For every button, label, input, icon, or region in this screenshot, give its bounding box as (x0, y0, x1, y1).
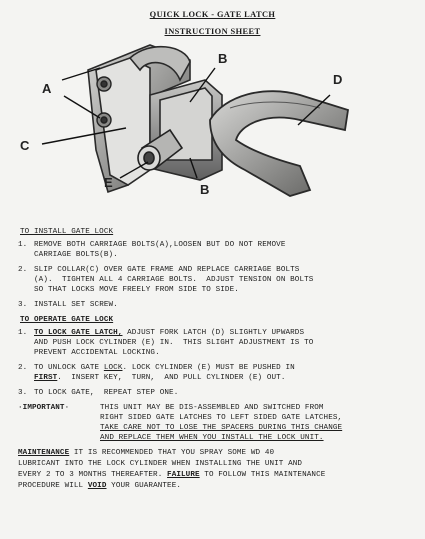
important-label: ·IMPORTANT· (18, 404, 70, 412)
operate-step-1-line-3: PREVENT ACCIDENTAL LOCKING. (34, 349, 160, 357)
operate-step-3-num: 3. (18, 389, 28, 397)
operate-step-1-line-1 (34, 329, 304, 338)
install-step-1-line-1: REMOVE BOTH CARRIAGE BOLTS(A),LOOSEN BUT DO NOT REMOVE (34, 241, 286, 249)
install-step-2-num: 2. (18, 266, 28, 274)
install-step-2-line-1: SLIP COLLAR(C) OVER GATE FRAME AND REPLACE CARRIAGE BOLTS (34, 266, 300, 274)
maintenance-line-3-pre: EVERY 2 TO 3 MONTHS THEREAFTER. (18, 471, 168, 479)
callout-a: A (42, 81, 52, 96)
gate-latch-illustration (0, 35, 425, 220)
operate-step-2-lock-word: LOCK (103, 364, 123, 372)
maintenance-line-4 (18, 482, 181, 491)
install-step-3-num: 3. (18, 301, 28, 309)
maintenance-line-4-post: YOUR GUARANTEE. (106, 482, 182, 490)
operate-step-1-num: 1. (18, 329, 28, 337)
important-line-3: TAKE CARE NOT TO LOSE THE SPACERS DURING THIS CHANGE (100, 424, 343, 432)
operate-step-2-mid: . LOCK CYLINDER (E) MUST BE PUSHED IN (122, 364, 295, 372)
maintenance-line-3 (18, 471, 325, 480)
document-title: QUICK LOCK - GATE LATCH (149, 10, 276, 19)
operate-step-1-lead: TO LOCK GATE LATCH, (34, 329, 123, 337)
operate-heading: TO OPERATE GATE LOCK (20, 316, 114, 324)
operate-step-1-line-2: AND PUSH LOCK CYLINDER (E) IN. THIS SLIGHT ADJUSTMENT IS TO (34, 339, 314, 347)
install-step-1-num: 1. (18, 241, 28, 249)
install-step-2-line-2: (A). TIGHTEN ALL 4 CARRIAGE BOLTS. ADJUST TENSION ON BOLTS (34, 276, 314, 284)
install-step-3-line-1: INSTALL SET SCREW. (34, 301, 118, 309)
maintenance-line-2: LUBRICANT INTO THE LOCK CYLINDER WHEN INSTALLING THE UNIT AND (18, 460, 303, 468)
operate-step-2-line-1 (34, 364, 295, 373)
operate-step-2-rest: . INSERT KEY, TURN, AND PULL CYLINDER (E) OUT. (57, 374, 286, 382)
callout-e: E (104, 175, 113, 190)
operate-step-3-text: TO LOCK GATE, REPEAT STEP ONE. (34, 389, 179, 397)
important-line-2: RIGHT SIDED GATE LATCHES TO LEFT SIDED GATE LATCHES, (100, 414, 343, 422)
operate-step-2-num: 2. (18, 364, 28, 372)
callout-d: D (333, 72, 343, 87)
document-subtitle: INSTRUCTION SHEET (164, 27, 261, 36)
important-line-4: AND REPLACE THEM WHEN YOU INSTALL THE LOCK UNIT. (100, 434, 324, 442)
maintenance-line-1-text: IT IS RECOMMENDED THAT YOU SPRAY SOME WD 40 (69, 449, 275, 457)
operate-step-1-rest: ADJUST FORK LATCH (D) SLIGHTLY UPWARDS (122, 329, 305, 337)
operate-step-2-line-2 (34, 374, 286, 383)
maintenance-line-4-pre: PROCEDURE WILL (18, 482, 88, 490)
maintenance-void-word: VOID (87, 482, 107, 490)
fork-latch-d (210, 91, 348, 196)
install-step-2-line-3: SO THAT LOCKS MOVE FREELY FROM SIDE TO SIDE. (34, 286, 239, 294)
maintenance-label: MAINTENANCE (18, 449, 70, 457)
callout-c: C (20, 138, 30, 153)
callout-b-top: B (218, 51, 228, 66)
operate-step-2-pre: TO UNLOCK GATE (34, 364, 104, 372)
install-heading: TO INSTALL GATE LOCK (20, 228, 114, 236)
maintenance-line-3-post: TO FOLLOW THIS MAINTENANCE (199, 471, 326, 479)
operate-step-2-first: FIRST (34, 374, 58, 382)
callout-b-bottom: B (200, 182, 210, 197)
maintenance-line-1 (18, 449, 274, 458)
install-step-1-line-2: CARRIAGE BOLTS(B). (34, 251, 118, 259)
maintenance-failure-word: FAILURE (167, 471, 200, 479)
important-line-1: THIS UNIT MAY BE DIS-ASSEMBLED AND SWITCHED FROM (100, 404, 324, 412)
